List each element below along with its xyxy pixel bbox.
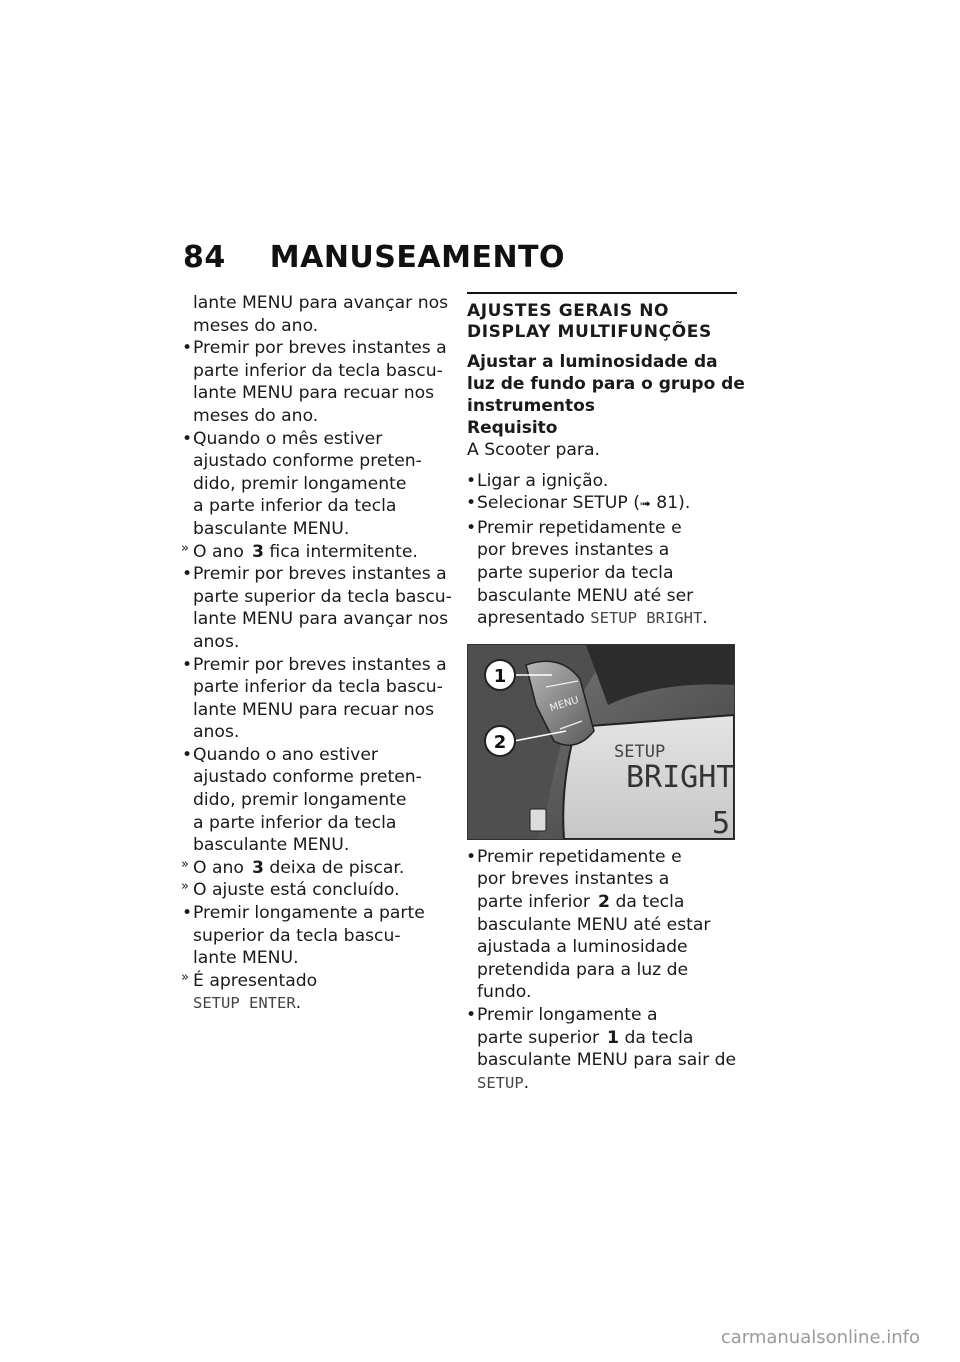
result-item: » O ano 3 fica intermitente. (183, 541, 445, 564)
reference-number: 1 (607, 1027, 620, 1048)
display-text-bright: BRIGHT (626, 759, 734, 795)
display-code: SETUP (477, 1073, 524, 1092)
result-item: » É apresentado SETUP ENTER. (183, 970, 445, 1015)
text-line: meses do ano. (193, 315, 319, 336)
subsection-heading: Ajustar a luminosidade da luz de fundo para o grupo de instrumentos (467, 352, 745, 416)
page-header (183, 240, 565, 275)
fuel-gauge-icon (530, 809, 546, 831)
display-code: SETUP BRIGHT (590, 609, 703, 628)
bullet-item: • Premir repetidamente e por breves instantes a parte superior da tecla basculante MENU até ser apresentado SETUP BRIGHT. (467, 517, 742, 630)
display-code: SETUP ENTER (193, 994, 296, 1013)
bullet-item: • Premir por breves instantes a parte inferior da tecla bascu- lante MENU para recuar nos anos. (183, 654, 445, 744)
bullet-item: • Quando o ano estiver ajustado conforme preten- dido, premir longamente a parte inferior da tecla basculante MENU. (183, 744, 445, 857)
bullet-item: • Ligar a ignição. (467, 470, 742, 493)
bullet-item: • Premir repetidamente e por breves instantes a parte inferior 2 da tecla basculante MENU até estar ajustada a luminosidade pretendida para a luz de fundo. (467, 846, 742, 1004)
result-item: » O ajuste está concluído. (183, 879, 445, 902)
text-line: lante MENU para avançar nos (193, 293, 449, 313)
callout-label-1: 1 (493, 665, 507, 687)
left-column (183, 292, 452, 1015)
reference-number: 3 (251, 857, 264, 878)
section-heading: AJUSTES GERAIS NO DISPLAY MULTIFUNÇÕES (467, 301, 712, 342)
bullet-item: • Premir longamente a parte superior 1 da tecla basculante MENU para sair de SETUP. (467, 1004, 742, 1094)
instrument-cluster-illustration (468, 645, 734, 839)
result-item: » O ano 3 deixa de piscar. (183, 857, 445, 880)
section-title: MANUSEAMENTO (269, 240, 566, 275)
bullet-item: • Quando o mês estiver ajustado conforme preten- dido, premir longamente a parte inferior da tecla basculante MENU. (183, 428, 445, 541)
menu-button-label: MENU (548, 694, 581, 714)
reference-number: 3 (251, 541, 264, 562)
display-text-setup: SETUP (614, 741, 666, 762)
reference-number: 2 (598, 891, 610, 912)
page-number: 84 (183, 240, 226, 275)
bullet-item: • Premir longamente a parte superior da tecla bascu- lante MENU. (183, 902, 445, 970)
instrument-cluster-figure (467, 644, 735, 840)
bullet-item: • Selecionar SETUP (➟ 81). (467, 492, 742, 517)
requisite-text: A Scooter para. (467, 440, 600, 460)
section-rule (467, 292, 737, 294)
requisite-label: Requisito (467, 418, 558, 438)
page-reference-arrow-icon: ➟ (639, 497, 651, 513)
right-column (467, 292, 745, 1094)
bullet-item: • Premir por breves instantes a parte inferior da tecla bascu- lante MENU para recuar nos meses do ano. (183, 337, 445, 427)
watermark: carmanualsonline.info (720, 1327, 920, 1348)
callout-label-2: 2 (493, 731, 507, 753)
display-value: 5 (712, 805, 731, 839)
bullet-item: • Premir por breves instantes a parte superior da tecla bascu- lante MENU para avançar nos anos. (183, 563, 445, 653)
